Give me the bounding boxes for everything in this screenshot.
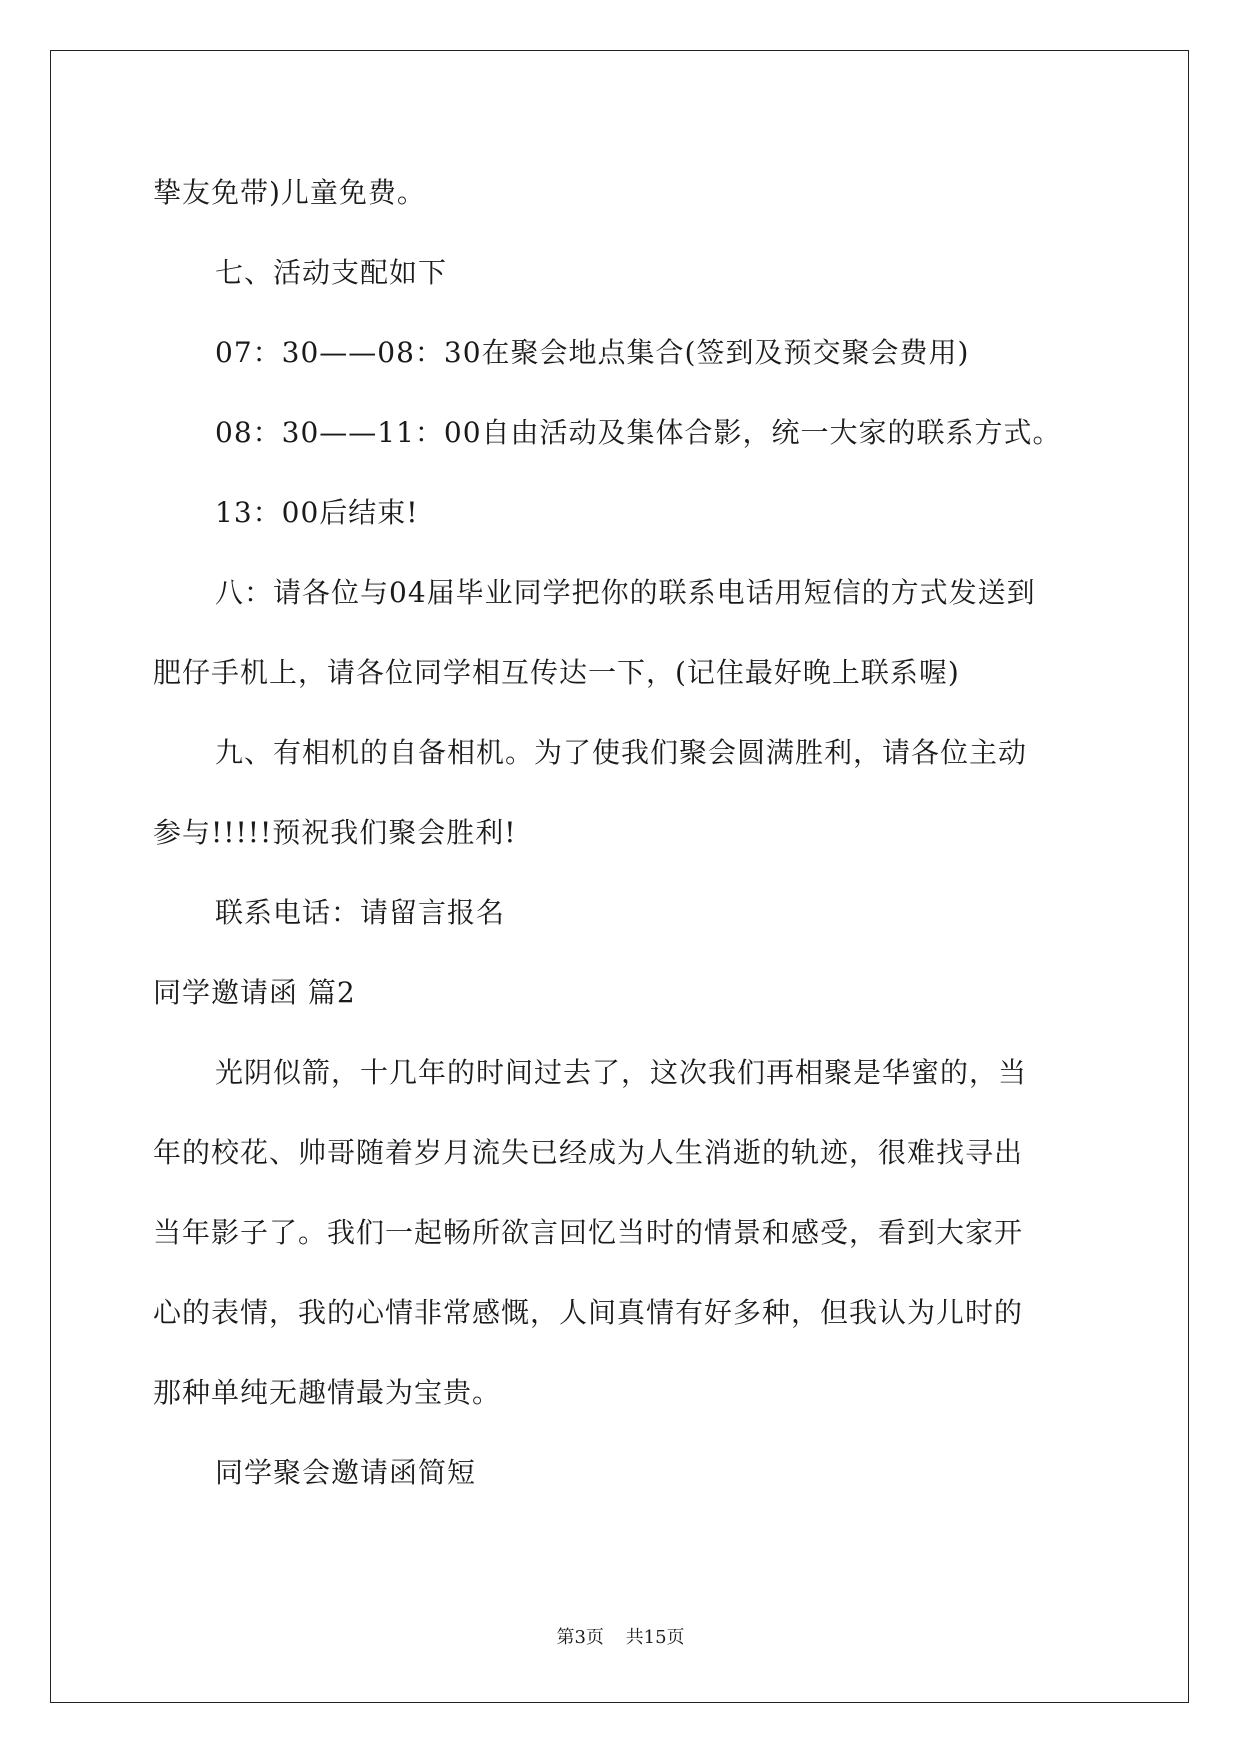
contact-line: 联系电话：请留言报名 [215,896,506,929]
paragraph-line: 当年影子了。我们一起畅所欲言回忆当时的情景和感受，看到大家开 [153,1216,1024,1249]
paragraph-line: 九、有相机的自备相机。为了使我们聚会圆满胜利，请各位主动 [215,736,1028,769]
schedule-line: 07：30——08：30在聚会地点集合(签到及预交聚会费用) [215,336,970,369]
page-total: 共15页 [625,1627,685,1648]
section-title: 同学邀请函 篇2 [153,976,356,1009]
paragraph-line: 光阴似箭，十几年的时间过去了，这次我们再相聚是华蜜的，当 [215,1056,1028,1089]
paragraph-line: 同学聚会邀请函简短 [215,1456,477,1489]
section-heading: 七、活动支配如下 [215,256,448,289]
schedule-line: 08：30——11：00自由活动及集体合影，统一大家的联系方式。 [215,416,1062,449]
paragraph-line: 年的校花、帅哥随着岁月流失已经成为人生消逝的轨迹，很难找寻出 [153,1136,1024,1169]
paragraph-line: 八：请各位与04届毕业同学把你的联系电话用短信的方式发送到 [215,576,1036,609]
paragraph-line: 心的表情，我的心情非常感慨，人间真情有好多种，但我认为儿时的 [153,1296,1024,1329]
paragraph-line: 那种单纯无趣情最为宝贵。 [153,1376,502,1409]
page-number: 第3页 [556,1627,604,1648]
paragraph-line: 肥仔手机上，请各位同学相互传达一下，(记住最好晚上联系喔) [153,656,960,689]
paragraph-line: 参与!!!!!预祝我们聚会胜利! [153,816,517,849]
schedule-line: 13：00后结束! [215,496,419,529]
paragraph-line: 挚友免带)儿童免费。 [153,176,426,209]
page-footer [0,1626,1241,1650]
